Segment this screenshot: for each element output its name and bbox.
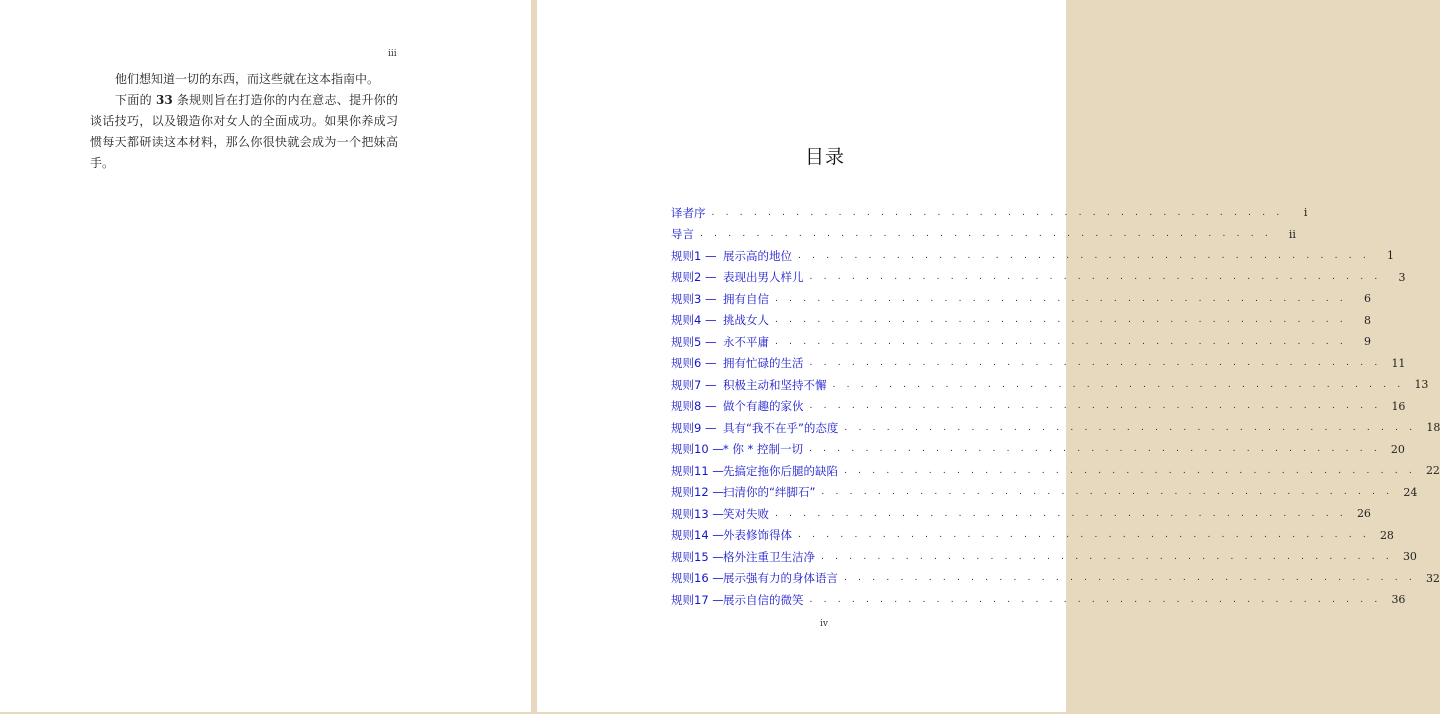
toc-entry-rule: 规则12 — [671, 485, 724, 500]
toc-leader-dots: . . . . . . . . . . . . . . . . . . . . . . . . . . . . . . . . . . . . . . . . . [832, 379, 1405, 390]
page-number: iv [820, 619, 828, 629]
toc-entry-title: 具有“我不在乎”的态度 [723, 420, 839, 435]
toc-entry-rule: 规则2 — [671, 270, 717, 285]
table-of-contents [671, 202, 1440, 611]
toc-entry[interactable] [671, 482, 1418, 504]
right-page [537, 0, 1440, 712]
toc-entry[interactable] [671, 589, 1406, 611]
toc-entry[interactable] [671, 224, 1296, 246]
toc-entry-title: * 你 * 控制一切 [723, 442, 803, 457]
toc-leader-dots: . . . . . . . . . . . . . . . . . . . . . . . . . . . . . . . . . . . . . . . . . [711, 207, 1284, 218]
toc-entry[interactable] [671, 310, 1371, 332]
toc-entry-rule: 规则6 — [671, 356, 717, 371]
toc-leader-dots: . . . . . . . . . . . . . . . . . . . . . . . . . . . . . . . . . . . . . . . . . [775, 508, 1347, 519]
toc-entry-title: 展示强有力的身体语言 [723, 571, 838, 586]
toc-entry-rule: 规则11 — [671, 463, 724, 478]
toc-entry-rule: 规则5 — [671, 334, 717, 349]
toc-entry-page: 30 [1402, 550, 1417, 564]
toc-leader-dots: . . . . . . . . . . . . . . . . . . . . . . . . . . . . . . . . . . . . . . . . . [700, 229, 1272, 240]
toc-leader-dots: . . . . . . . . . . . . . . . . . . . . . . . . . . . . . . . . . . . . . . . . . [809, 594, 1382, 605]
paragraph-1-text: 他们想知道一切的东西，而这些就在这本指南中。 [115, 72, 380, 86]
toc-leader-dots: . . . . . . . . . . . . . . . . . . . . . . . . . . . . . . . . . . . . . . . . . [775, 315, 1347, 326]
toc-entry-page: ii [1288, 227, 1296, 241]
toc-entry[interactable] [671, 374, 1429, 396]
toc-entry-page: 1 [1386, 249, 1394, 263]
toc-entry-page: 3 [1398, 270, 1406, 284]
toc-entry[interactable] [671, 353, 1406, 375]
toc-leader-dots: . . . . . . . . . . . . . . . . . . . . . . . . . . . . . . . . . . . . . . . . . [821, 551, 1393, 562]
toc-entry-title: 拥有忙碌的生活 [723, 356, 804, 371]
toc-entry[interactable] [671, 503, 1371, 525]
toc-entry[interactable] [671, 267, 1406, 289]
toc-entry-title: 格外注重卫生洁净 [723, 549, 815, 564]
toc-entry-page: 32 [1425, 571, 1440, 585]
toc-entry-page: 6 [1363, 292, 1371, 306]
toc-entry-rule: 规则14 — [671, 528, 724, 543]
toc-entry-rule: 规则15 — [671, 549, 724, 564]
toc-entry-title: 译者序 [671, 205, 706, 220]
toc-entry-rule: 规则1 — [671, 248, 717, 263]
toc-leader-dots: . . . . . . . . . . . . . . . . . . . . . . . . . . . . . . . . . . . . . . . . . [798, 530, 1370, 541]
toc-entry-rule: 规则7 — [671, 377, 717, 392]
toc-entry[interactable] [671, 417, 1440, 439]
toc-entry[interactable] [671, 525, 1394, 547]
toc-entry-page: 18 [1426, 421, 1440, 435]
toc-entry-page: 13 [1414, 378, 1429, 392]
toc-entry-title: 永不平庸 [723, 334, 769, 349]
toc-entry[interactable] [671, 202, 1308, 224]
toc-entry-title: 表现出男人样儿 [723, 270, 804, 285]
toc-leader-dots: . . . . . . . . . . . . . . . . . . . . . . . . . . . . . . . . . . . . . . . . . [775, 336, 1347, 347]
toc-entry-title: 笑对失败 [723, 506, 769, 521]
toc-leader-dots: . . . . . . . . . . . . . . . . . . . . . . . . . . . . . . . . . . . . . . . . . [844, 422, 1417, 433]
toc-entry-title: 挑战女人 [723, 313, 769, 328]
toc-entry-page: 36 [1391, 593, 1406, 607]
toc-leader-dots: . . . . . . . . . . . . . . . . . . . . . . . . . . . . . . . . . . . . . . . . . [809, 358, 1382, 369]
toc-entry-rule: 规则10 — [671, 442, 724, 457]
toc-entry-title: 先搞定拖你后腿的缺陷 [723, 463, 838, 478]
toc-entry-page: 22 [1425, 464, 1440, 478]
toc-entry-title: 积极主动和坚持不懈 [723, 377, 827, 392]
toc-entry-page: i [1303, 206, 1308, 220]
toc-entry-page: 26 [1356, 507, 1371, 521]
toc-entry[interactable] [671, 460, 1440, 482]
toc-entry-rule: 规则4 — [671, 313, 717, 328]
toc-entry-page: 9 [1363, 335, 1371, 349]
toc-entry[interactable] [671, 568, 1440, 590]
paragraph-2-after: 条规则旨在打造你的内在意志、提升你的谈话技巧，以及锻造你对女人的全面成功。如果你养成习惯每天都研读这本材料，那么你很快就会成为一个把妹高手。 [90, 93, 398, 170]
toc-leader-dots: . . . . . . . . . . . . . . . . . . . . . . . . . . . . . . . . . . . . . . . . . [809, 272, 1382, 283]
toc-entry-page: 20 [1390, 442, 1405, 456]
toc-leader-dots: . . . . . . . . . . . . . . . . . . . . . . . . . . . . . . . . . . . . . . . . . [809, 401, 1382, 412]
toc-entry-page: 8 [1363, 313, 1371, 327]
paragraph-2 [90, 90, 398, 174]
toc-leader-dots: . . . . . . . . . . . . . . . . . . . . . . . . . . . . . . . . . . . . . . . . . [844, 465, 1416, 476]
toc-entry-page: 11 [1391, 356, 1406, 370]
toc-entry[interactable] [671, 546, 1417, 568]
toc-entry-rule: 规则9 — [671, 420, 717, 435]
page-number: iii [388, 49, 397, 59]
toc-title: 目录 [805, 146, 846, 168]
left-page [0, 0, 531, 712]
toc-entry-page: 24 [1403, 485, 1418, 499]
toc-entry-title: 扫清你的“绊脚石” [723, 485, 816, 500]
toc-entry-title: 外表修饰得体 [723, 528, 792, 543]
toc-entry-title: 展示自信的微笑 [723, 592, 804, 607]
toc-entry-title: 拥有自信 [723, 291, 769, 306]
toc-leader-dots: . . . . . . . . . . . . . . . . . . . . . . . . . . . . . . . . . . . . . . . . . [844, 573, 1416, 584]
toc-entry[interactable] [671, 245, 1394, 267]
paragraph-1 [90, 69, 398, 90]
toc-leader-dots: . . . . . . . . . . . . . . . . . . . . . . . . . . . . . . . . . . . . . . . . . [808, 444, 1381, 455]
toc-entry[interactable] [671, 439, 1405, 461]
paragraph-2-before: 下面的 [115, 93, 152, 107]
toc-entry[interactable] [671, 331, 1371, 353]
toc-leader-dots: . . . . . . . . . . . . . . . . . . . . . . . . . . . . . . . . . . . . . . . . . [798, 250, 1370, 261]
toc-entry[interactable] [671, 396, 1406, 418]
toc-entry-rule: 规则8 — [671, 399, 717, 414]
toc-entry-title: 导言 [671, 227, 694, 242]
toc-entry-page: 28 [1379, 528, 1394, 542]
toc-entry-title: 展示高的地位 [723, 248, 792, 263]
toc-entry-rule: 规则17 — [671, 592, 724, 607]
toc-entry-rule: 规则3 — [671, 291, 717, 306]
toc-entry-page: 16 [1391, 399, 1406, 413]
toc-leader-dots: . . . . . . . . . . . . . . . . . . . . . . . . . . . . . . . . . . . . . . . . . [821, 487, 1394, 498]
toc-entry-title: 做个有趣的家伙 [723, 399, 804, 414]
toc-leader-dots: . . . . . . . . . . . . . . . . . . . . . . . . . . . . . . . . . . . . . . . . . [775, 293, 1347, 304]
toc-entry[interactable] [671, 288, 1371, 310]
rule-count: 33 [156, 93, 173, 107]
toc-entry-rule: 规则13 — [671, 506, 724, 521]
toc-entry-rule: 规则16 — [671, 571, 724, 586]
